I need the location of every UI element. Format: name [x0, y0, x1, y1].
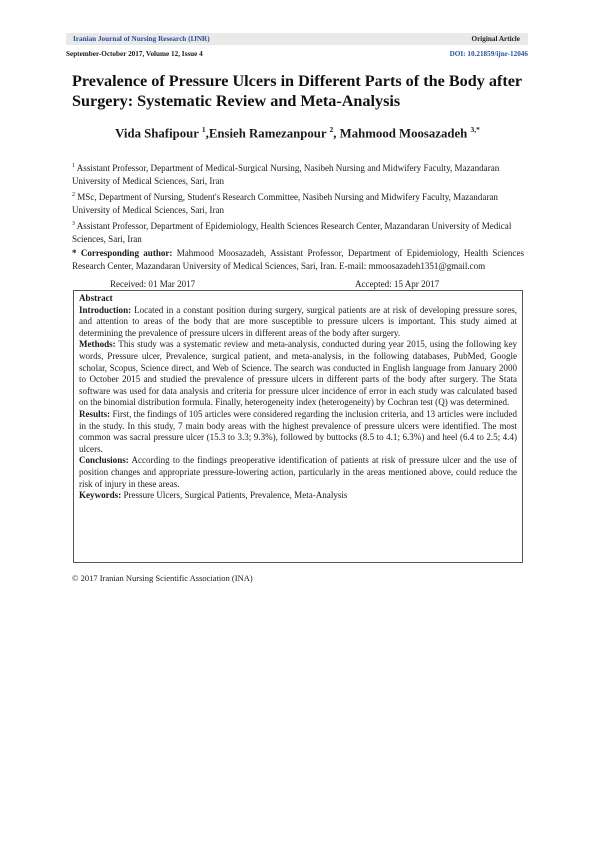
section-label: Keywords:: [79, 490, 122, 501]
abstract-box: [73, 290, 523, 563]
affiliation-sup: 2: [72, 191, 75, 198]
section-text: This study was a systematic review and meta-analysis, conducted during year 2015, using the following key words, Pressure ulcer, Prevalence, surgical patient, and meta-analysis, in the following databases, PubMed, Google scholar, Scopus, Science direct, and Web of Science. The search was conducted in English language from January 2000 to October 2015 and studied the prevalence of pressure ulcers in different parts of the body after surgery. The Stata software was used for data analysis and criteria for pressure ulcer incidence of error in each study was calculated based on the binomial distribution formula. Finally, heterogeneity index (heterogeneity) by Cochran test (Q) was determined.: [79, 339, 517, 408]
author-sup: 2: [329, 125, 334, 134]
doi-link[interactable]: DOI: 10.21859/ijnr-12046: [449, 50, 528, 58]
issue-info: September-October 2017, Volume 12, Issue 4: [66, 50, 203, 58]
accepted-date: Accepted: 15 Apr 2017: [355, 279, 440, 289]
section-label: Results:: [79, 408, 111, 419]
author-list: [0, 125, 595, 141]
affiliation: [72, 218, 524, 245]
abstract-results: [79, 409, 517, 455]
corresponding-text: Mahmood Moosazadeh, Assistant Professor, Department of Epidemiology, Health Sciences Research Center, Mazandaran University of Medical Sciences, Sari, Iran. E-mail: mmoosazadeh1351@gmail.com: [72, 247, 524, 271]
affiliation-text: Assistant Professor, Department of Medical-Surgical Nursing, Nasibeh Nursing and Midwifery Faculty, Mazandaran University of Medical Sciences, Sari, Iran: [72, 163, 500, 186]
abstract-conclusions: [79, 455, 517, 490]
abstract-heading: Abstract: [79, 293, 113, 303]
affiliation-sup: 3: [72, 220, 75, 227]
affiliation: [72, 189, 524, 216]
section-label: Conclusions:: [79, 455, 129, 466]
section-label: Introduction:: [79, 304, 132, 315]
author-sup: 3,*: [470, 125, 480, 134]
section-text: According to the findings preoperative identification of patients at risk of pressure ulcer and the use of position changes and appropriate pressure-lowering action, particularly in the areas mentioned above, could reduce the risk of injury in these areas.: [79, 455, 517, 489]
author-name: , Mahmood Moosazadeh: [333, 126, 471, 141]
abstract-introduction: [79, 305, 517, 340]
journal-header-bar: [66, 33, 528, 45]
section-text: First, the findings of 105 articles were considered regarding the inclusion criteria, and 13 articles were included in the study. In this study, 7 main body areas with the highest prevalence of pressure ulcers were identified. The most common was sacral pressure ulcer (15.3 to 3.3; 9.3%), followed by buttocks (8.5 to 4.1; 6.3%) and heel (6.4 to 2.5; 4.4) ulcers.: [79, 408, 517, 454]
affiliation-text: MSc, Department of Nursing, Student's Research Committee, Nasibeh Nursing and Midwifery Faculty, Mazandaran University of Medical Sciences, Sari, Iran: [72, 191, 498, 215]
affiliation-text: Assistant Professor, Department of Epidemiology, Health Sciences Research Center, Mazandaran University of Medical Sciences, Sari, Iran: [72, 220, 512, 244]
corresponding-label: * Corresponding author:: [72, 247, 173, 258]
copyright-footer: © 2017 Iranian Nursing Scientific Association (INA): [72, 573, 253, 583]
abstract-keywords: [79, 490, 517, 502]
section-text: Pressure Ulcers, Surgical Patients, Prevalence, Meta-Analysis: [121, 490, 348, 501]
author-name: Vida Shafipour: [115, 126, 202, 141]
article-type: Original Article: [471, 35, 520, 43]
received-date: Received: 01 Mar 2017: [110, 279, 196, 289]
section-text: Located in a constant position during surgery, surgical patients are at risk of developing pressure sores, and attention to areas of the body that are more susceptible to pressure ulcers is important. This study aimed at determining the prevalence of pressure ulcers in different areas of the body after surgery.: [79, 304, 517, 338]
paper-title: Prevalence of Pressure Ulcers in Different Parts of the Body after Surgery: Systematic Review and Meta-Analysis: [72, 72, 522, 110]
abstract-methods: [79, 339, 517, 409]
issue-row: [66, 50, 528, 58]
affiliation: [72, 160, 524, 187]
affiliations: [72, 160, 524, 274]
section-label: Methods:: [79, 339, 116, 350]
author-sup: 1: [201, 125, 206, 134]
author-name: ,Ensieh Ramezanpour: [205, 126, 330, 141]
affiliation-sup: 1: [72, 163, 75, 169]
journal-name: Iranian Journal of Nursing Research (IJNR): [73, 35, 210, 43]
corresponding-author: [72, 247, 524, 272]
